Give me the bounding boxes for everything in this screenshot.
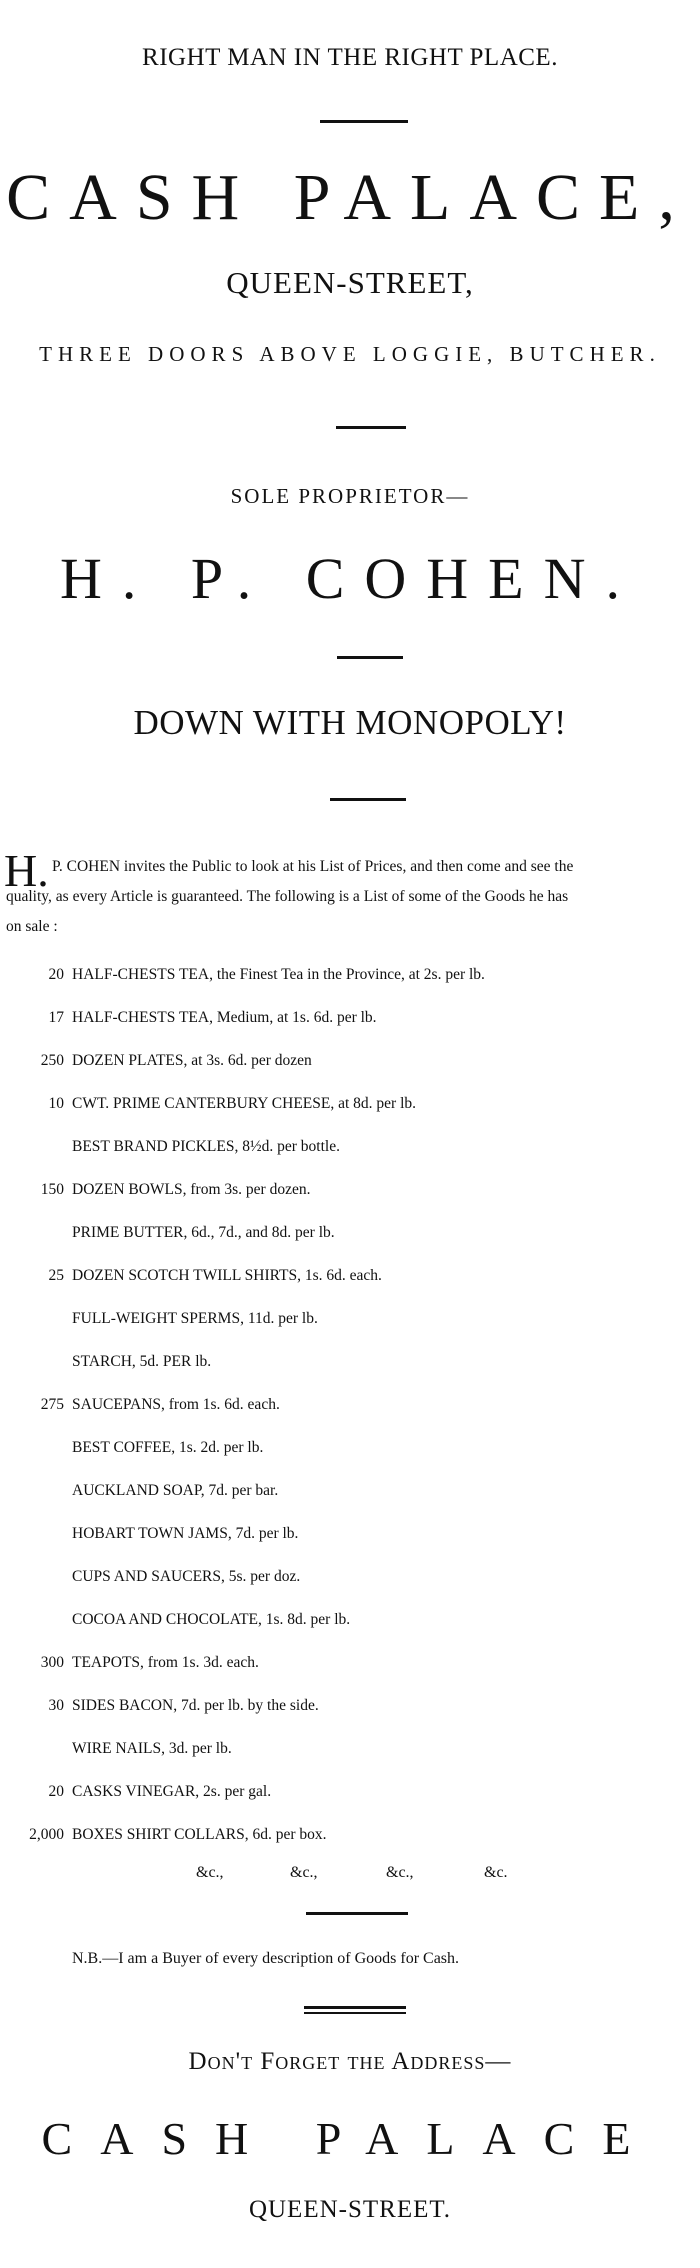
item-description: FULL-WEIGHT SPERMS, 11d. per lb. [72,1310,318,1327]
item-quantity: 10 [48,1095,64,1112]
item-quantity: 25 [48,1267,64,1284]
item-quantity: 250 [40,1052,64,1069]
shop-name-heading: CASH PALACE, [6,161,694,234]
item-description: DOZEN BOWLS, from 3s. per dozen. [72,1181,311,1198]
item-description: WIRE NAILS, 3d. per lb. [72,1740,232,1757]
item-description: BEST BRAND PICKLES, 8½d. per bottle. [72,1138,340,1155]
footer-street: QUEEN-STREET. [248,2196,452,2223]
item-quantity: 150 [40,1181,64,1198]
proprietor-label: SOLE PROPRIETOR— [230,484,470,508]
item-description: BEST COFFEE, 1s. 2d. per lb. [72,1439,264,1456]
divider-rule [330,798,406,801]
intro-line: quality, as every Article is guaranteed. The following is a List of some of the Goods he has [6,888,569,905]
item-quantity: 30 [48,1697,64,1714]
item-description: HALF-CHESTS TEA, Medium, at 1s. 6d. per lb. [72,1009,377,1026]
item-description: CWT. PRIME CANTERBURY CHEESE, at 8d. per lb. [72,1095,417,1112]
etcetera-mark: &c., [196,1864,224,1881]
item-quantity: 275 [40,1396,64,1413]
street-heading: QUEEN-STREET, [226,265,474,300]
dropcap-initial: H. [4,845,49,896]
etcetera-mark: &c., [386,1864,414,1881]
intro-line: on sale : [6,918,58,935]
divider-rule [337,656,403,659]
etcetera-mark: &c. [484,1864,508,1881]
tagline: RIGHT MAN IN THE RIGHT PLACE. [142,44,558,71]
item-description: HALF-CHESTS TEA, the Finest Tea in the Province, at 2s. per lb. [72,966,485,983]
address-reminder: Don't Forget the Address— [188,2048,512,2075]
intro-line: P. COHEN invites the Public to look at his List of Prices, and then come and see the [52,858,574,875]
item-description: SIDES BACON, 7d. per lb. by the side. [72,1697,319,1714]
item-description: HOBART TOWN JAMS, 7d. per lb. [72,1525,299,1542]
item-description: PRIME BUTTER, 6d., 7d., and 8d. per lb. [72,1224,335,1241]
item-description: STARCH, 5d. PER lb. [72,1353,212,1370]
divider-rule [306,1912,408,1915]
item-description: DOZEN PLATES, at 3s. 6d. per dozen [72,1052,312,1069]
item-quantity: 20 [48,1783,64,1800]
proprietor-name: H. P. COHEN. [60,546,640,611]
item-quantity: 2,000 [29,1826,64,1843]
location-line: THREE DOORS ABOVE LOGGIE, BUTCHER. [39,342,661,366]
divider-rule [304,2006,406,2009]
item-description: SAUCEPANS, from 1s. 6d. each. [72,1396,280,1413]
item-description: CUPS AND SAUCERS, 5s. per doz. [72,1568,301,1585]
divider-rule [304,2012,406,2014]
footer-shop-name: CASH PALACE [41,2113,659,2164]
divider-rule [336,426,406,429]
item-description: COCOA AND CHOCOLATE, 1s. 8d. per lb. [72,1611,351,1628]
slogan-heading: DOWN WITH MONOPOLY! [133,703,567,742]
item-description: BOXES SHIRT COLLARS, 6d. per box. [72,1826,327,1843]
item-description: TEAPOTS, from 1s. 3d. each. [72,1654,259,1671]
item-description: CASKS VINEGAR, 2s. per gal. [72,1783,272,1800]
item-quantity: 20 [48,966,64,983]
item-quantity: 17 [48,1009,64,1026]
item-description: AUCKLAND SOAP, 7d. per bar. [72,1482,279,1499]
etcetera-mark: &c., [290,1864,318,1881]
buyer-note: N.B.—I am a Buyer of every description of Goods for Cash. [72,1950,460,1967]
divider-rule [320,120,408,123]
item-description: DOZEN SCOTCH TWILL SHIRTS, 1s. 6d. each. [72,1267,382,1284]
item-quantity: 300 [40,1654,64,1671]
